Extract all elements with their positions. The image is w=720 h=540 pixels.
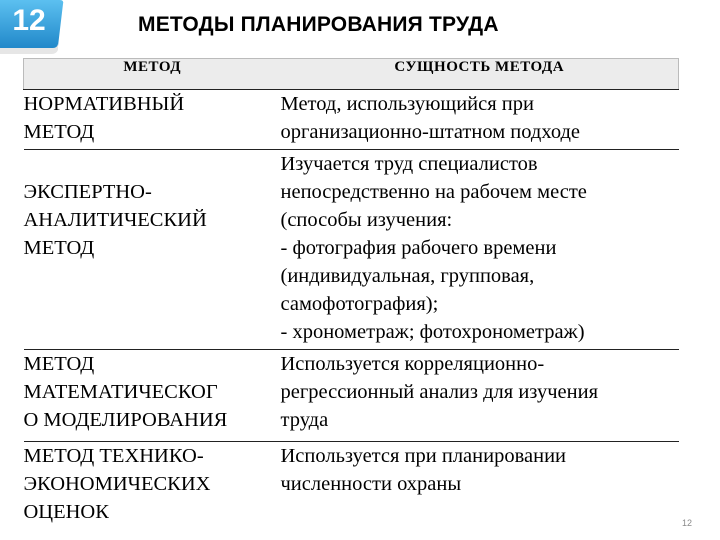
methods-table [23, 58, 679, 526]
table-row [24, 90, 679, 150]
method-name: ЭКСПЕРТНО- АНАЛИТИЧЕСКИЙ МЕТОД [24, 150, 281, 350]
method-name: МЕТОД ТЕХНИКО- ЭКОНОМИЧЕСКИХ ОЦЕНОК [23, 445, 211, 523]
method-essence: Метод, использующийся при организационно-штатном подходе [281, 90, 679, 150]
slide-number-badge [0, 0, 64, 54]
column-header-method: МЕТОД [24, 59, 281, 90]
table-row [24, 150, 679, 350]
method-essence: Используется при планировании численности охраны [280, 445, 567, 495]
page-title: МЕТОДЫ ПЛАНИРОВАНИЯ ТРУДА [138, 13, 499, 36]
page-number: 12 [681, 518, 692, 528]
method-essence: Изучается труд специалистов непосредственно на рабочем месте (способы изучения: - фотография рабочего времени (индивидуальная, групповая, самофотография); - хронометраж; фотохронометраж) [281, 150, 679, 350]
table-row [24, 350, 679, 442]
method-essence: Используется корреляционно- регрессионный анализ для изучения труда [281, 350, 679, 442]
column-header-essence: СУЩНОСТЬ МЕТОДА [281, 59, 679, 90]
method-name: МЕТОД МАТЕМАТИЧЕСКОГ О МОДЕЛИРОВАНИЯ [24, 350, 281, 442]
table-header-row [24, 59, 679, 90]
method-name: НОРМАТИВНЫЙ МЕТОД [24, 90, 281, 150]
table-row [24, 442, 679, 527]
slide-number: 12 [12, 4, 46, 37]
